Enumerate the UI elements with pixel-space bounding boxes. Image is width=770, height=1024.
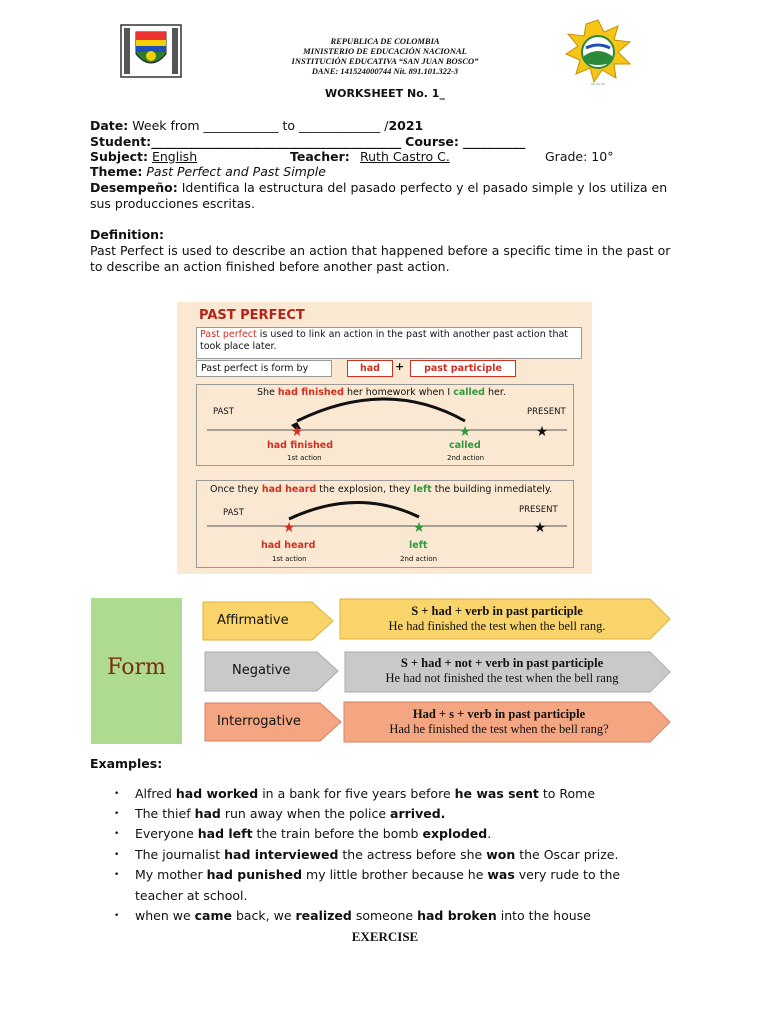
ex1-a: She [257,387,278,398]
exercise-heading: EXERCISE [351,929,419,944]
ex-2-b1: had [194,806,221,821]
ex-6-b3: had broken [417,908,497,923]
header-line-1: REPUBLICA DE COLOMBIA [330,36,440,46]
ex-5-b1: had punished [206,867,303,882]
subject-label: Subject: [90,149,148,164]
ex1-act2: called [449,440,481,451]
ex-4-b2: won [486,847,516,862]
ex-1-p2: in a bank for five years before [258,786,455,801]
ex-5-b2: was [487,867,515,882]
definition-text: Past Perfect is used to describe an action that happened before a specific time in the past or to describe an action finished before another past action. [90,243,671,274]
ex-2-b2: arrived. [390,806,446,821]
form-word: Form [107,655,166,680]
ex2-b: had heard [261,484,317,495]
bullet-4: • [114,850,120,860]
subject-value: English [151,149,198,164]
ex1-c: her homework when I [343,387,454,398]
bullet-1: • [114,789,120,799]
ex-3-p1: Everyone [135,826,198,841]
ex1-star-present: ★ [535,424,549,440]
affirmative-rule [340,604,654,634]
infographic-title: PAST PERFECT [199,308,305,323]
ex2-n1: 1st action [272,555,307,563]
course-label: Course: [405,134,459,149]
ex2-present: PRESENT [519,505,558,515]
form-by-box: Past perfect is form by [196,360,332,377]
example-4 [135,847,618,862]
interrogative-example: Had he finished the test when the bell rang? [389,722,609,736]
ex-2-p2: run away when the police [220,806,391,821]
date-text: Week from ____________ to _____________ / [132,118,389,133]
ex-1-b2: he was sent [454,786,539,801]
affirmative-label: Affirmative [217,613,289,628]
interrogative-rule-text: Had + s + verb in past participle [412,707,586,721]
header-line-2: MINISTERIO DE EDUCACIÓN NACIONAL [303,46,467,56]
ex1-b: had finished [277,387,344,398]
theme-label: Theme: [90,164,143,179]
ex2-a: Once they [210,484,262,495]
bullet-6: • [114,911,120,921]
ex2-star-1: ★ [282,520,296,536]
interrogative-label: Interrogative [217,714,301,729]
ex-3-b2: exploded [422,826,488,841]
plus-sign: + [395,360,405,373]
ex-6-end: into the house [496,908,591,923]
ex-5-p1: My mother [135,867,207,882]
ex2-act1: had heard [261,540,316,551]
worksheet-title: WORKSHEET No. 1_ [325,87,445,100]
ex1-star-2: ★ [458,424,472,440]
example-5 [135,867,620,882]
ex-4-p1: The journalist [135,847,225,862]
ex1-act1: had finished [267,440,334,451]
ex-5-p2: my little brother because he [302,867,488,882]
example-2 [135,806,445,821]
example-3 [135,826,491,841]
svg-text:~~~: ~~~ [590,81,606,88]
interrogative-rule [344,707,654,737]
ex2-d: left [413,484,432,495]
intro-rest: is used to link an action in the past with another past action that took place later. [200,329,569,352]
negative-example: He had not finished the test when the bell rang [385,671,619,685]
course-blank: __________ [462,134,526,149]
affirmative-rule-text: S + had + verb in past participle [411,604,583,618]
example-5-continued: teacher at school. [135,888,248,903]
examples-label: Examples: [90,756,163,771]
ex-4-b1: had interviewed [224,847,339,862]
definition-label-text: Definition: [90,227,165,242]
ex-3-p3: . [487,826,492,841]
ex2-c: the explosion, they [316,484,414,495]
ex1-past: PAST [213,407,234,417]
bullet-5: • [114,870,120,880]
negative-label: Negative [232,663,291,678]
ex-1-b1: had worked [175,786,259,801]
ex2-e: the building inmediately. [431,484,553,495]
bullet-3: • [114,829,120,839]
ex-4-p2: the actress before she [338,847,487,862]
header-line-4: DANE: 141524000744 Nit. 891.101.322-3 [311,66,459,76]
desempeno-value: Identifica la estructura del pasado perfecto y el pasado simple y los utiliza en sus producciones escritas. [90,180,668,211]
ex-6-b1: came [194,908,232,923]
had-box: had [347,360,393,377]
affirmative-example: He had finished the test when the bell rang. [388,619,606,633]
bullet-2: • [114,809,120,819]
example-6 [135,908,591,923]
header-line-3: INSTITUCIÓN EDUCATIVA “SAN JUAN BOSCO” [291,56,479,66]
ex2-act2: left [409,540,428,551]
ex-1-p3: to Rome [538,786,596,801]
ex1-d: called [453,387,485,398]
ex-6-b2: realized [295,908,352,923]
desempeno-label: Desempeño: [90,180,178,195]
ex1-present: PRESENT [527,407,566,417]
ex2-star-2: ★ [412,520,426,536]
ex-4-p3: the Oscar prize. [515,847,619,862]
ex-3-p2: the train before the bomb [252,826,423,841]
ex1-star-1: ★ [290,424,304,440]
ex1-n1: 1st action [287,454,322,462]
ex-1-p1: Alfred [135,786,176,801]
ex-6-p2: back, we [231,908,296,923]
ex-3-b1: had left [197,826,253,841]
teacher-label: Teacher: [290,149,350,164]
ex1-n2: 2nd action [447,454,485,462]
negative-rule [345,656,659,686]
student-blank: ________________________________________ [151,134,402,149]
ex-6-p3: someone [351,908,418,923]
ex-2-p1: The thief [135,806,195,821]
student-label: Student: [90,134,152,149]
grade-value: Grade: 10° [545,149,614,164]
theme-value: Past Perfect and Past Simple [146,164,326,179]
ex-6-p1: when we [135,908,195,923]
teacher-value: Ruth Castro C. [360,149,450,164]
date-year: 2021 [388,118,424,133]
date-label: Date: [90,118,129,133]
ex-5-p3: very rude to the [514,867,621,882]
negative-rule-text: S + had + not + verb in past participle [400,656,604,670]
ex2-past: PAST [223,508,244,518]
ex2-star-present: ★ [533,520,547,536]
intro-red: Past perfect [200,329,257,340]
example-1 [135,786,595,801]
past-participle-box: past participle [410,360,516,377]
ex1-e: her. [485,387,506,398]
ex2-n2: 2nd action [400,555,438,563]
